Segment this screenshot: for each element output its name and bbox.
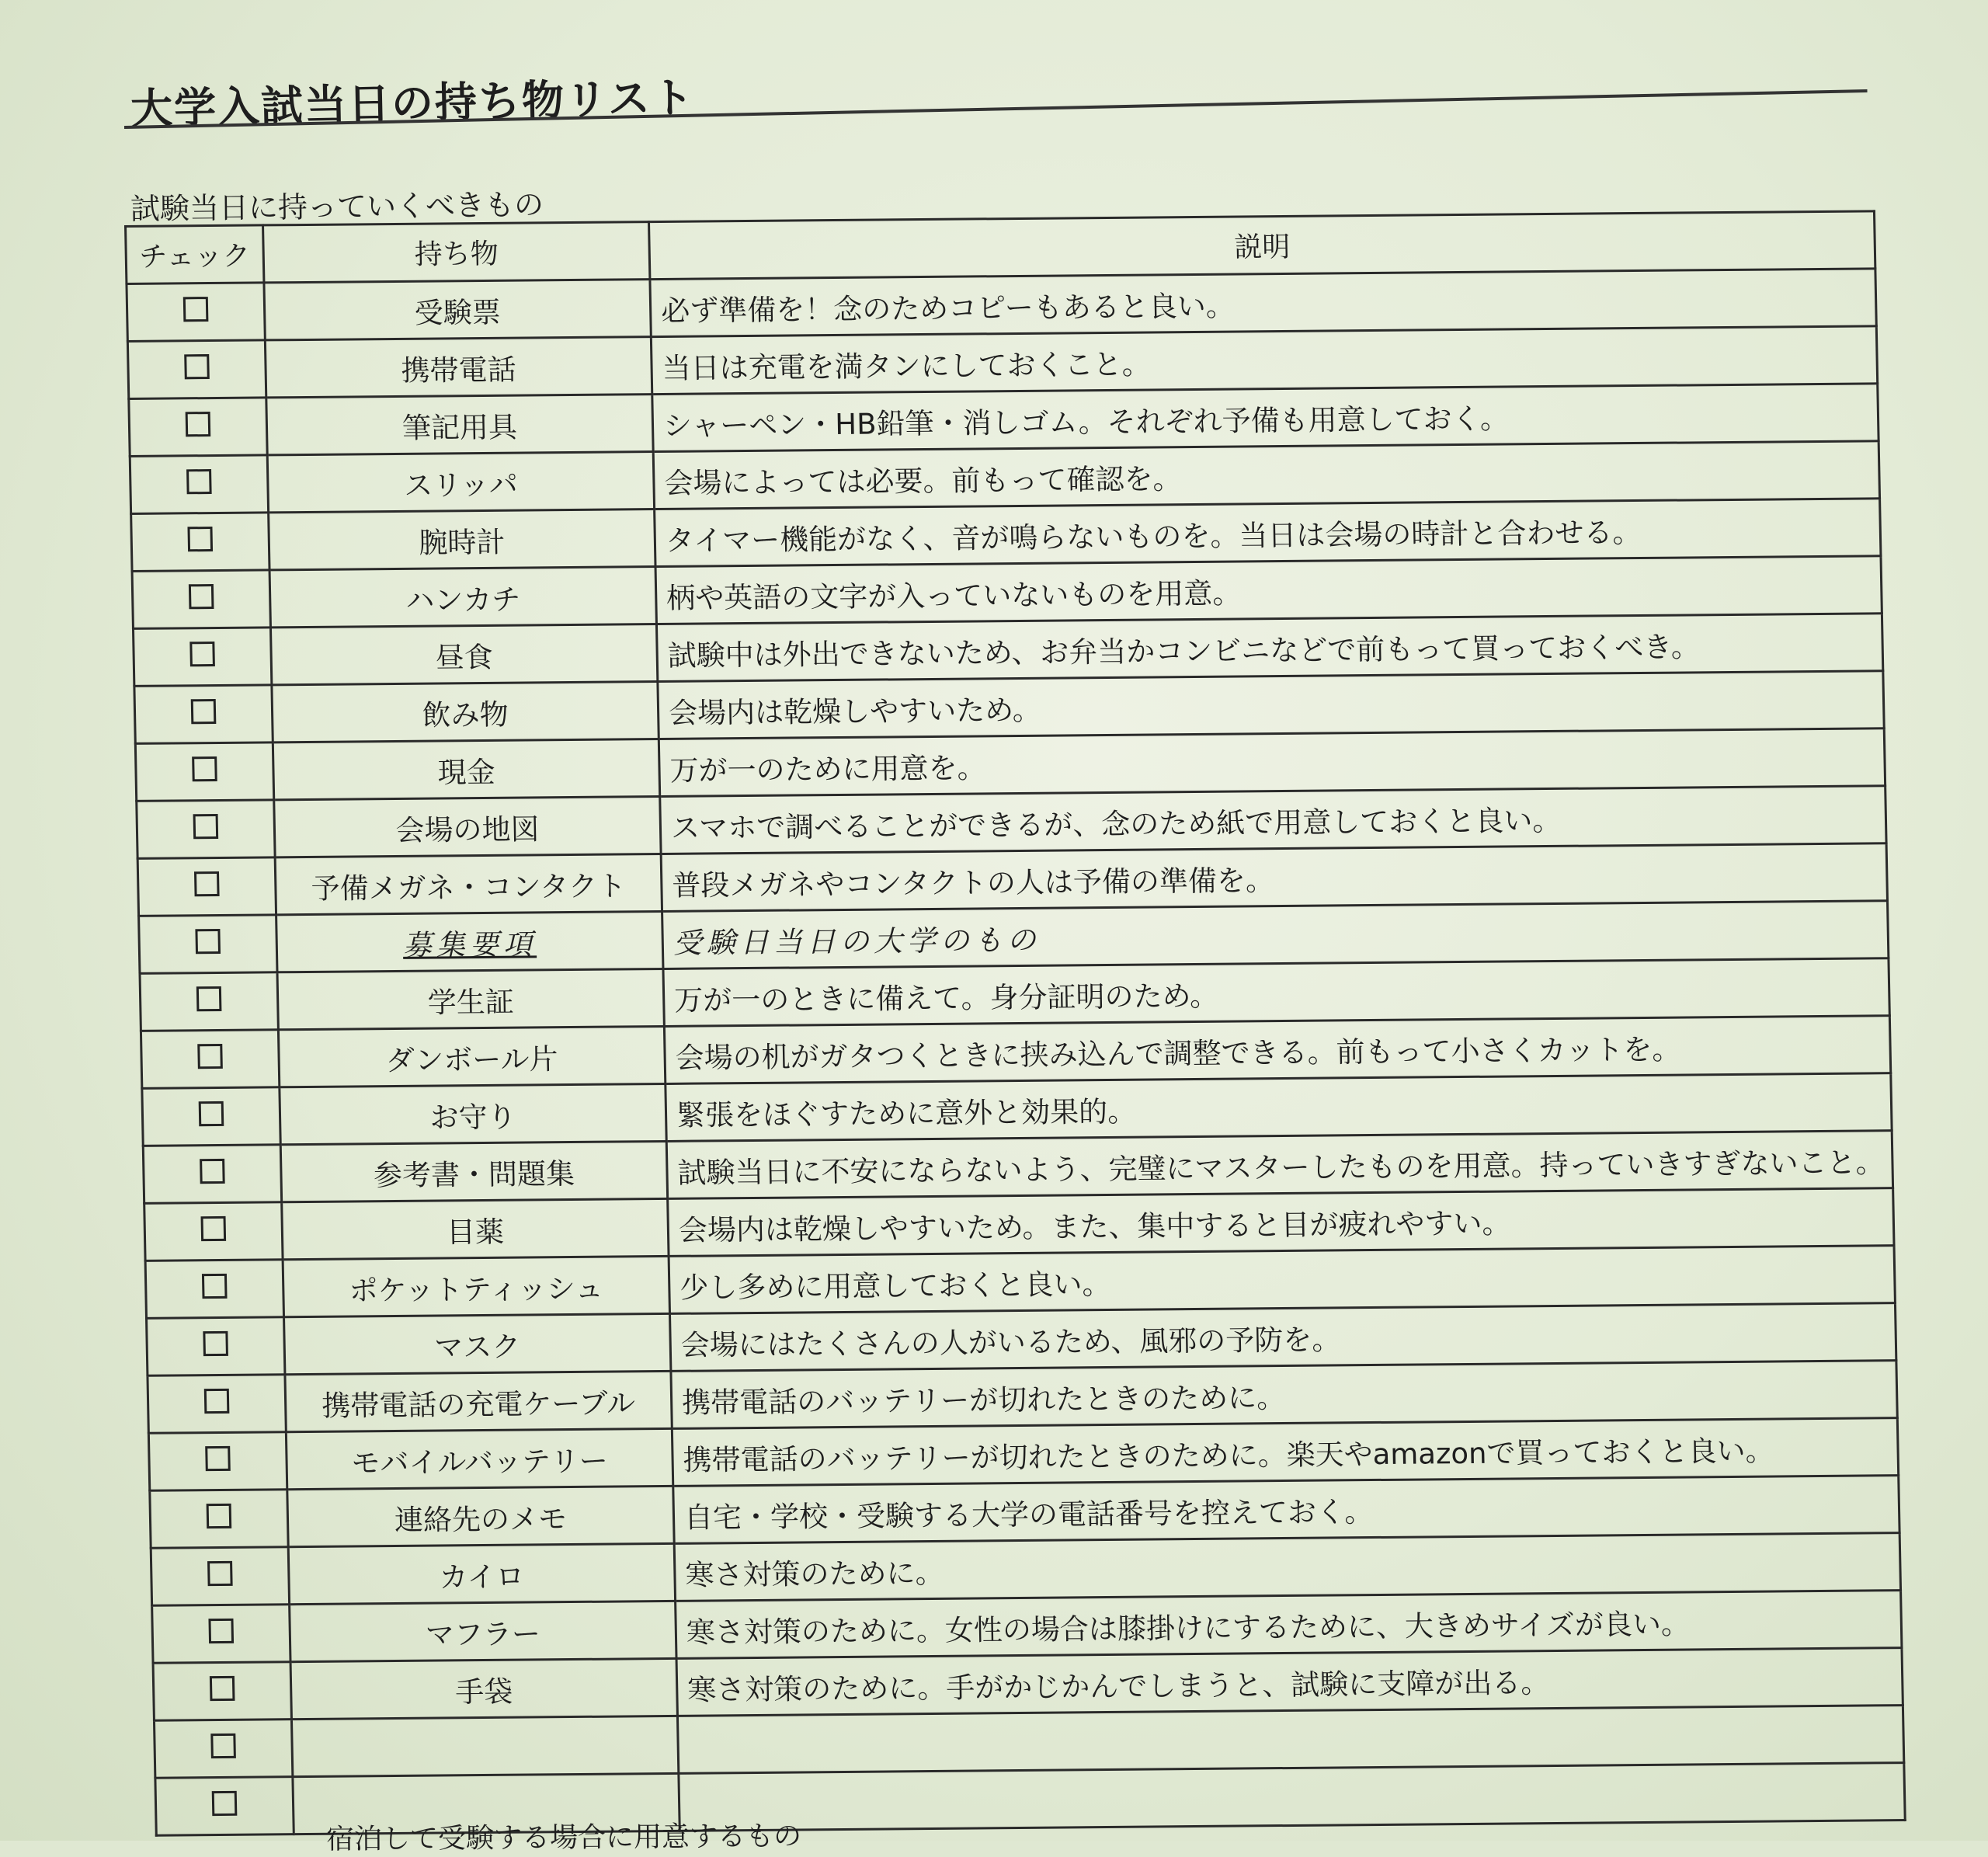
checkbox[interactable] [186,412,211,436]
checkbox[interactable] [199,1101,224,1126]
item-name: 予備メガネ・コンタクト [275,854,662,914]
checkbox[interactable] [197,1044,223,1069]
checkbox[interactable] [212,1791,238,1816]
item-description: 試験当日に不安にならないよう、完璧にマスターしたものを用意。持っていきすぎないこと。 [666,1131,1892,1199]
item-name: カイロ [288,1543,675,1604]
item-name [291,1716,678,1776]
item-name: 携帯電話 [265,337,652,398]
check-cell [135,742,273,802]
check-cell [152,1605,290,1664]
item-description: 会場内は乾燥しやすいため。 [658,671,1884,739]
item-description: シャーペン・HB鉛筆・消しゴム。それぞれ予備も用意しておく。 [652,384,1879,452]
item-description: 必ず準備を！念のためコピーもあると良い。 [650,269,1876,337]
checkbox[interactable] [194,871,220,896]
item-description: 会場内は乾燥しやすいため。また、集中すると目が疲れやすい。 [668,1188,1894,1257]
checkbox[interactable] [195,929,221,954]
item-name: ハンカチ [269,567,656,628]
item-name: 学生証 [277,968,664,1029]
check-cell [148,1432,287,1491]
item-description: 携帯電話のバッテリーが切れたときのために。楽天やamazonで買っておくと良い。 [672,1418,1898,1487]
check-cell [131,513,269,572]
item-name: 筆記用具 [266,395,653,455]
item-name: 現金 [273,739,659,800]
checkbox[interactable] [210,1734,236,1758]
item-description: 当日は充電を満タンにしておくこと。 [651,326,1877,395]
checkbox[interactable] [201,1216,227,1241]
header-item: 持ち物 [263,222,650,283]
checkbox[interactable] [186,469,212,494]
checkbox[interactable] [205,1446,231,1471]
item-name: 腕時計 [269,509,655,570]
check-cell [151,1547,289,1606]
item-description: タイマー機能がなく、音が鳴らないものを。当日は会場の時計と合わせる。 [655,499,1881,567]
item-description: 柄や英語の文字が入っていないものを用意。 [655,556,1882,624]
check-cell [141,1030,279,1089]
item-description: 普段メガネやコンタクトの人は予備の準備を。 [661,843,1887,912]
checkbox[interactable] [203,1331,228,1356]
item-name: 受験票 [264,280,651,340]
check-cell [134,685,273,744]
checkbox[interactable] [204,1389,230,1414]
check-cell [133,628,271,687]
check-cell [137,800,275,859]
item-name: 手袋 [290,1658,677,1719]
checkbox[interactable] [202,1274,228,1299]
item-name: マスク [284,1313,671,1374]
check-cell [143,1145,281,1204]
check-cell [142,1087,280,1146]
check-cell [155,1777,294,1836]
item-name: マフラー [290,1601,676,1661]
item-name: 携帯電話の充電ケーブル [285,1371,672,1431]
check-cell [127,340,266,399]
item-description: 寒さ対策のために。 [674,1533,1900,1601]
item-description [677,1706,1903,1774]
header-description: 説明 [649,211,1875,280]
check-cell [132,570,270,629]
item-name: 昼食 [270,624,657,685]
check-cell [154,1720,292,1779]
check-cell [150,1490,288,1549]
check-cell [147,1317,285,1376]
item-description: スマホで調べることができるが、念のため紙で用意しておくと良い。 [660,786,1886,854]
header-check: チェック [126,225,264,284]
item-name: モバイルバッテリー [286,1428,673,1489]
checklist-body [127,269,1905,1835]
item-description: 万が一のために用意を。 [659,729,1885,797]
checkbox[interactable] [208,1619,234,1643]
item-description: 受験日当日の大学のもの [662,901,1889,969]
check-cell [129,398,267,457]
checkbox[interactable] [193,814,219,839]
item-description: 会場によっては必要。前もって確認を。 [653,441,1879,509]
check-cell [130,455,268,514]
item-name: 会場の地図 [274,797,661,857]
item-description: 寒さ対策のために。女性の場合は膝掛けにするために、大きめサイズが良い。 [676,1591,1902,1659]
check-cell [137,857,276,916]
page-title: 大学入試当日の持ち物リスト [130,72,696,134]
section-label: 試験当日に持っていくべきもの [130,187,544,226]
item-name: ダンボール片 [278,1026,665,1087]
item-description: 会場にはたくさんの人がいるため、風邪の予防を。 [669,1303,1896,1372]
item-name: お守り [280,1083,666,1144]
item-name: ポケットティッシュ [283,1256,669,1316]
checklist-table [124,210,1906,1836]
check-cell [153,1662,291,1721]
checkbox[interactable] [200,1159,225,1184]
checkbox[interactable] [207,1504,232,1528]
check-cell [139,915,277,974]
item-description: 携帯電話のバッテリーが切れたときのために。 [671,1361,1897,1429]
item-name: 目薬 [282,1198,669,1259]
item-name: 参考書・問題集 [280,1141,667,1201]
item-name: 連絡先のメモ [287,1486,674,1546]
checkbox[interactable] [192,756,217,781]
item-description: 少し多めに用意しておくと良い。 [669,1246,1895,1314]
item-description: 自宅・学校・受験する大学の電話番号を控えておく。 [673,1476,1899,1544]
checkbox[interactable] [210,1676,235,1701]
checkbox[interactable] [207,1561,233,1586]
item-description: 万が一のときに備えて。身分証明のため。 [663,958,1889,1027]
item-description: 試験中は外出できないため、お弁当かコンビニなどで前もって買っておくべき。 [656,614,1882,682]
check-cell [144,1202,283,1261]
check-cell [140,972,278,1031]
checkbox[interactable] [191,699,217,724]
check-cell [127,283,265,342]
check-cell [148,1375,286,1434]
check-cell [145,1260,283,1319]
checkbox[interactable] [183,297,209,322]
checkbox[interactable] [184,354,210,379]
checkbox[interactable] [189,642,215,666]
checkbox[interactable] [189,584,214,609]
item-description: 緊張をほぐすために意外と効果的。 [666,1073,1892,1142]
item-name: スリッパ [267,452,654,513]
next-section-label: 宿泊して受験する場合に用意するもの [325,1820,802,1856]
item-name: 飲み物 [272,682,659,742]
item-description [679,1763,1905,1831]
checkbox[interactable] [187,527,213,551]
checkbox[interactable] [196,986,222,1011]
item-description: 会場の机がガタつくときに挟み込んで調整できる。前もって小さくカットを。 [664,1016,1890,1084]
item-description: 寒さ対策のために。手がかじかんでしまうと、試験に支障が出る。 [676,1648,1903,1716]
item-name: 募集要項 [276,911,663,972]
